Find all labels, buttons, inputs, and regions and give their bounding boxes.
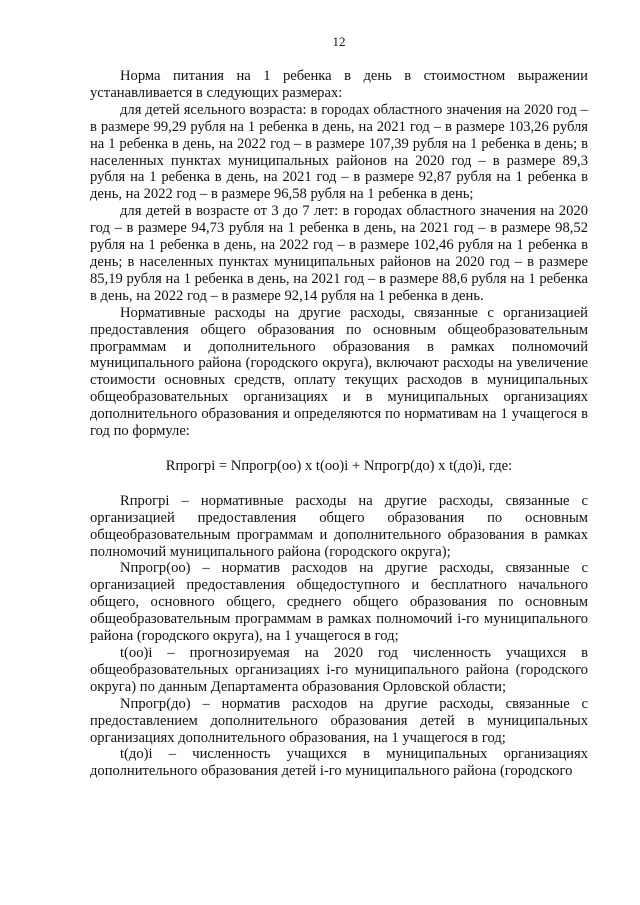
definition-n-progr-do: Nпрогр(до) – норматив расходов на другие расходы, связанные с предоставлением дополнительного образования детей в муниципальных организациях дополнительного образования, на 1 учащегося в год; <box>90 695 588 746</box>
paragraph-nursery-age: для детей ясельного возраста: в городах областного значения на 2020 год – в размере 99,29 рубля на 1 ребенка в день, на 2021 год – в размере 103,26 рубля на 1 ребенка в день, на 2022 год – в размере 107,39 рубля на 1 ребенка в день; в населенных пунктах муниципальных районов на 2020 год – в размере 89,3 рубля на 1 ребенка в день, на 2021 год – в размере 92,87 рубля на 1 ребенка в день, на 2022 год – в размере 96,58 рубля на 1 ребенка в день; <box>90 101 588 203</box>
definition-t-oo: t(оо)i – прогнозируемая на 2020 год численность учащихся в общеобразовательных организациях i-го муниципального района (городского округа) по данным Департамента образования Орловской области; <box>90 645 588 695</box>
definition-n-progr-oo: Nпрогр(оо) – норматив расходов на другие расходы, связанные с организацией предоставления общедоступного и бесплатного начального общего, основного общего, среднего общего образования по основным общеобразовательным программам в рамках полномочий i-го муниципального района (городского округа), на 1 учащегося в год; <box>90 560 588 645</box>
paragraph-other-expenses: Нормативные расходы на другие расходы, связанные с организацией предоставления общего образования по основным общеобразовательным программам и дополнительного образования в рамках полномочий муниципального района (городского округа), включают расходы на увеличение стоимости основных средств, оплату текущих расходов в муниципальных общеобразовательных организациях и в муниципальных организациях дополнительного образования и определяются по нормативам на 1 учащегося в год по формуле: <box>90 304 588 440</box>
paragraph-age-3-7: для детей в возрасте от 3 до 7 лет: в городах областного значения на 2020 год – в размере 94,73 рубля на 1 ребенка в день, на 2021 год – в размере 98,52 рубля на 1 ребенка в день, на 2022 год – в размере 102,46 рубля на 1 ребенка в день; в населенных пунктах муниципальных районов на 2020 год – в размере 85,19 рубля на 1 ребенка в день, на 2021 год – в размере 88,6 рубля на 1 ребенка в день, на 2022 год – в размере 92,14 рубля на 1 ребенка в день. <box>90 203 588 304</box>
definition-r-progr: Rпрогрi – нормативные расходы на другие расходы, связанные с организацией предоставления общего образования по основным общеобразовательным программам и дополнительного образования в рамках полномочий муниципального района (городского округа); <box>90 492 588 560</box>
formula: Rпрогрi = Nпрогр(оо) x t(оо)i + Nпрогр(до) x t(до)i, где: <box>165 457 513 474</box>
page-number: 12 <box>332 34 346 49</box>
definition-t-do: t(до)i – численность учащихся в муниципальных организациях дополнительного образования детей i-го муниципального района (городского <box>90 746 588 780</box>
paragraph-nutrition-norm: Норма питания на 1 ребенка в день в стоимостном выражении устанавливается в следующих размерах: <box>90 68 588 101</box>
